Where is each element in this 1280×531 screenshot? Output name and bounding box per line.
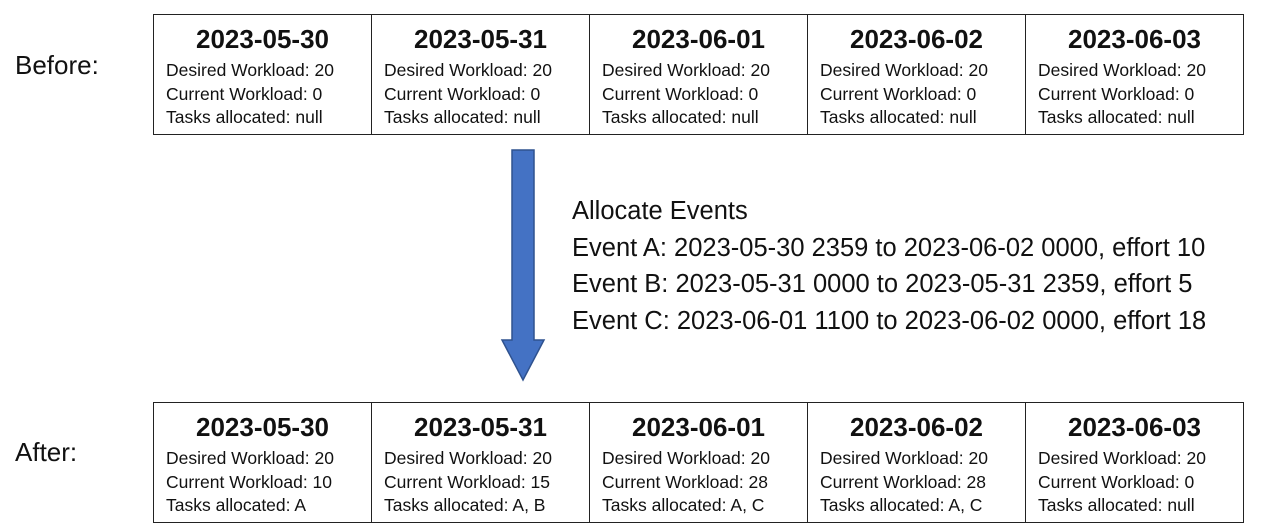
day-date: 2023-05-31 [414,412,547,442]
before-table [153,14,1244,135]
current-workload: Current Workload: 28 [820,471,987,492]
tasks-allocated: Tasks allocated: null [1038,495,1195,515]
day-date: 2023-05-30 [196,412,329,442]
tasks-allocated: Tasks allocated: A, C [820,495,983,515]
day-date: 2023-06-02 [850,24,983,54]
day-date: 2023-06-03 [1068,412,1201,442]
current-workload: Current Workload: 0 [1038,83,1195,104]
day-cell [372,15,590,134]
event-line: Event C: 2023-06-01 1100 to 2023-06-02 0000, effort 18 [572,306,1207,335]
current-workload: Current Workload: 0 [602,83,759,104]
day-cell [590,15,808,134]
desired-workload: Desired Workload: 20 [820,448,988,468]
desired-workload: Desired Workload: 20 [166,448,334,468]
current-workload: Current Workload: 10 [166,471,333,492]
desired-workload: Desired Workload: 20 [1038,448,1206,468]
current-workload: Current Workload: 0 [166,83,323,104]
event-line: Event B: 2023-05-31 0000 to 2023-05-31 2359, effort 5 [572,270,1193,298]
day-cell [590,403,808,522]
desired-workload: Desired Workload: 20 [384,60,552,80]
current-workload: Current Workload: 0 [384,83,541,104]
day-cell [154,15,372,134]
after-table [153,402,1244,523]
down-arrow-icon [500,149,546,382]
desired-workload: Desired Workload: 20 [602,60,770,80]
desired-workload: Desired Workload: 20 [1038,60,1206,80]
current-workload: Current Workload: 28 [602,471,769,492]
events-title: Allocate Events [572,197,748,225]
current-workload: Current Workload: 0 [820,83,977,104]
day-date: 2023-06-02 [850,412,983,442]
desired-workload: Desired Workload: 20 [166,60,334,80]
tasks-allocated: Tasks allocated: null [384,107,541,127]
day-date: 2023-06-03 [1068,24,1201,54]
event-line: Event A: 2023-05-30 2359 to 2023-06-02 0000, effort 10 [572,233,1206,262]
day-cell [1026,403,1243,522]
day-date: 2023-05-30 [196,24,329,54]
current-workload: Current Workload: 15 [384,471,551,492]
day-cell [154,403,372,522]
tasks-allocated: Tasks allocated: A, C [602,495,765,515]
desired-workload: Desired Workload: 20 [602,448,770,468]
day-cell [808,403,1026,522]
day-cell [808,15,1026,134]
day-cell [372,403,590,522]
before-label: Before: [15,50,99,80]
desired-workload: Desired Workload: 20 [820,60,988,80]
after-label: After: [15,437,78,467]
tasks-allocated: Tasks allocated: A [166,495,307,515]
day-date: 2023-06-01 [632,24,765,54]
day-date: 2023-05-31 [414,24,547,54]
tasks-allocated: Tasks allocated: null [166,107,323,127]
desired-workload: Desired Workload: 20 [384,448,552,468]
day-date: 2023-06-01 [632,412,765,442]
tasks-allocated: Tasks allocated: A, B [384,495,546,515]
tasks-allocated: Tasks allocated: null [602,107,759,127]
tasks-allocated: Tasks allocated: null [1038,107,1195,127]
day-cell [1026,15,1243,134]
current-workload: Current Workload: 0 [1038,471,1195,492]
tasks-allocated: Tasks allocated: null [820,107,977,127]
allocate-events [572,193,1206,339]
